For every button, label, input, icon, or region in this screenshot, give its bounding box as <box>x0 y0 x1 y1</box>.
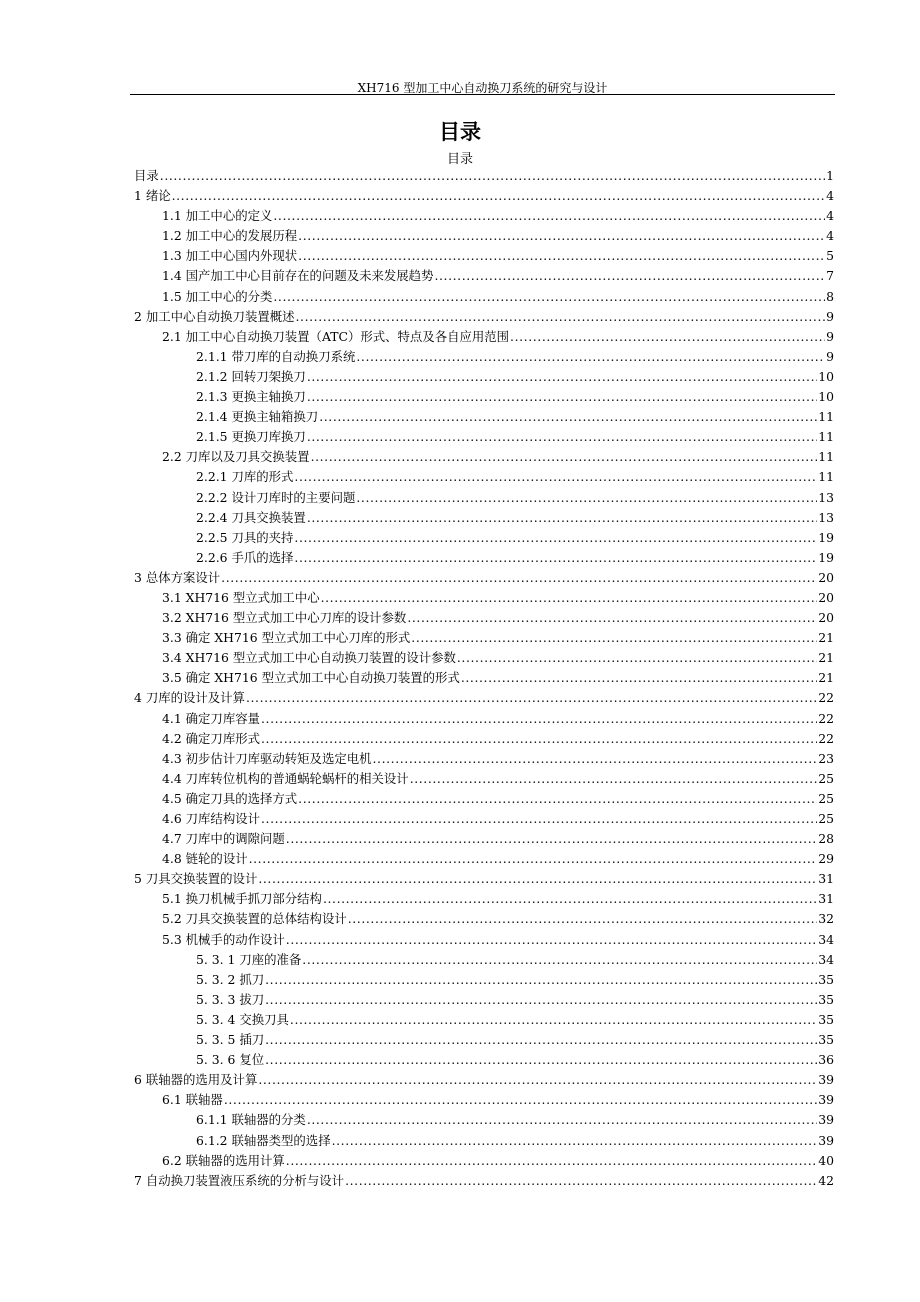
toc-leader-dots <box>348 909 817 929</box>
toc-entry-page: 25 <box>818 770 834 786</box>
toc-leader-dots <box>302 950 817 970</box>
toc-entry-page: 20 <box>818 589 834 605</box>
toc-entry-page: 9 <box>826 348 834 364</box>
toc-entry-page: 9 <box>826 308 834 324</box>
toc-entry[interactable] <box>134 488 834 508</box>
toc-leader-dots <box>246 688 817 708</box>
toc-entry-title: 5. 3. 6 复位 <box>196 1052 265 1068</box>
toc-entry[interactable] <box>134 588 834 608</box>
toc-leader-dots <box>258 869 817 889</box>
toc-entry-title: 1.3 加工中心国内外现状 <box>162 248 298 264</box>
toc-entry-title: 5 刀具交换装置的设计 <box>134 871 258 887</box>
toc-entry[interactable] <box>134 1010 834 1030</box>
toc-entry[interactable] <box>134 407 834 427</box>
toc-entry[interactable] <box>134 186 834 206</box>
toc-entry-page: 35 <box>818 991 834 1007</box>
toc-entry-title: 4.8 链轮的设计 <box>162 851 248 867</box>
toc-entry-title: 4.7 刀库中的调隙问题 <box>162 831 285 847</box>
toc-leader-dots <box>265 990 817 1010</box>
toc-entry[interactable] <box>134 1050 834 1070</box>
toc-entry-page: 32 <box>818 911 834 927</box>
toc-leader-dots <box>296 307 826 327</box>
toc-entry[interactable] <box>134 930 834 950</box>
toc-entry-title: 6.1.1 联轴器的分类 <box>196 1112 306 1128</box>
toc-entry-page: 28 <box>818 831 834 847</box>
toc-entry-page: 4 <box>826 228 834 244</box>
toc-entry-page: 13 <box>818 489 834 505</box>
toc-entry[interactable] <box>134 508 834 528</box>
toc-entry[interactable] <box>134 347 834 367</box>
toc-entry[interactable] <box>134 990 834 1010</box>
toc-leader-dots <box>307 1110 817 1130</box>
toc-entry-page: 39 <box>818 1092 834 1108</box>
toc-entry[interactable] <box>134 1151 834 1171</box>
toc-entry[interactable] <box>134 467 834 487</box>
toc-entry-title: 5. 3. 1 刀座的准备 <box>196 951 302 967</box>
toc-leader-dots <box>294 467 817 487</box>
toc-leader-dots <box>261 809 817 829</box>
toc-entry-title: 7 自动换刀装置液压系统的分析与设计 <box>134 1172 345 1188</box>
toc-entry[interactable] <box>134 307 834 327</box>
toc-entry[interactable] <box>134 849 834 869</box>
toc-entry[interactable] <box>134 287 834 307</box>
toc-entry[interactable] <box>134 749 834 769</box>
toc-leader-dots <box>294 548 817 568</box>
toc-entry[interactable] <box>134 568 834 588</box>
toc-entry-title: 2.1 加工中心自动换刀装置（ATC）形式、特点及各自应用范围 <box>162 328 510 344</box>
toc-entry-title: 6.1 联轴器 <box>162 1092 223 1108</box>
toc-entry-page: 35 <box>818 1011 834 1027</box>
toc-entry-page: 35 <box>818 1032 834 1048</box>
toc-leader-dots <box>261 709 817 729</box>
toc-entry-title: 4.6 刀库结构设计 <box>162 811 260 826</box>
toc-entry[interactable] <box>134 789 834 809</box>
toc-entry-title: 2.2.5 刀具的夹持 <box>196 529 294 545</box>
toc-entry-page: 22 <box>818 730 834 746</box>
toc-entry-page: 4 <box>826 208 834 224</box>
toc-entry-title: 5. 3. 2 抓刀 <box>196 971 265 987</box>
toc-entry[interactable] <box>134 769 834 789</box>
toc-entry-title: 3.4 XH716 型立式加工中心自动换刀装置的设计参数 <box>162 650 456 666</box>
toc-entry-page: 8 <box>826 288 834 304</box>
toc-entry-page: 39 <box>818 1132 834 1148</box>
toc-entry-title: 3.1 XH716 型立式加工中心 <box>162 589 320 605</box>
toc-entry[interactable] <box>134 729 834 749</box>
toc-leader-dots <box>265 1030 817 1050</box>
toc-entry[interactable] <box>134 909 834 929</box>
toc-entry-page: 1 <box>826 168 834 183</box>
table-of-contents <box>134 166 834 1191</box>
toc-entry-title: 5. 3. 4 交换刀具 <box>196 1011 289 1027</box>
toc-leader-dots <box>410 769 818 789</box>
toc-entry-page: 11 <box>818 429 834 445</box>
toc-entry-title: 2.2.4 刀具交换装置 <box>196 509 306 525</box>
toc-entry-page: 21 <box>818 630 834 646</box>
toc-entry-title: 5. 3. 5 插刀 <box>196 1032 265 1048</box>
toc-leader-dots <box>323 889 817 909</box>
toc-entry-page: 9 <box>826 328 834 344</box>
toc-leader-dots <box>307 367 817 387</box>
toc-entry-title: 2 加工中心自动换刀装置概述 <box>134 308 295 324</box>
toc-entry-title: 6.2 联轴器的选用计算 <box>162 1152 285 1168</box>
toc-entry-title: 4.3 初步估计刀库驱动转矩及选定电机 <box>162 750 372 766</box>
toc-entry-title: 2.2.2 设计刀库时的主要问题 <box>196 489 356 505</box>
toc-entry-title: 2.1.4 更换主轴箱换刀 <box>196 409 319 425</box>
toc-entry-title: 4.5 确定刀具的选择方式 <box>162 790 298 806</box>
toc-leader-dots <box>224 1090 817 1110</box>
toc-entry-page: 22 <box>818 710 834 726</box>
toc-entry-page: 20 <box>818 610 834 626</box>
toc-entry-title: 4 刀库的设计及计算 <box>134 690 245 706</box>
toc-entry-title: 3.2 XH716 型立式加工中心刀库的设计参数 <box>162 610 407 626</box>
toc-entry-page: 21 <box>818 670 834 686</box>
toc-leader-dots <box>286 1151 817 1171</box>
toc-entry-page: 20 <box>818 569 834 585</box>
toc-leader-dots <box>160 166 825 186</box>
toc-entry-page: 39 <box>818 1112 834 1128</box>
toc-entry-page: 34 <box>818 931 834 947</box>
toc-entry[interactable] <box>134 809 834 829</box>
toc-leader-dots <box>319 407 817 427</box>
toc-entry[interactable] <box>134 427 834 447</box>
toc-entry-page: 40 <box>818 1152 834 1168</box>
toc-entry-title: 5. 3. 3 拔刀 <box>196 991 265 1007</box>
toc-entry-page: 35 <box>818 971 834 987</box>
toc-leader-dots <box>411 628 817 648</box>
toc-leader-dots <box>273 287 825 307</box>
toc-entry[interactable] <box>134 266 834 286</box>
toc-entry[interactable] <box>134 1070 834 1090</box>
toc-leader-dots <box>290 1010 817 1030</box>
toc-entry-page: 19 <box>818 549 834 565</box>
toc-entry-page: 31 <box>818 891 834 907</box>
toc-entry-page: 36 <box>818 1052 834 1068</box>
toc-leader-dots <box>407 608 817 628</box>
toc-leader-dots <box>273 206 825 226</box>
toc-entry-title: 1.4 国产加工中心目前存在的问题及未来发展趋势 <box>162 268 434 284</box>
toc-entry[interactable] <box>134 889 834 909</box>
toc-leader-dots <box>307 508 817 528</box>
toc-entry-title: 6 联轴器的选用及计算 <box>134 1072 258 1088</box>
toc-entry[interactable] <box>134 688 834 708</box>
toc-entry[interactable] <box>134 1131 834 1151</box>
toc-entry-title: 2.2 刀库以及刀具交换装置 <box>162 449 310 465</box>
toc-entry-page: 5 <box>826 248 834 264</box>
toc-leader-dots <box>373 749 818 769</box>
toc-leader-dots <box>332 1131 818 1151</box>
toc-leader-dots <box>294 528 817 548</box>
toc-entry-title: 4.1 确定刀库容量 <box>162 710 260 726</box>
toc-leader-dots <box>258 1070 817 1090</box>
toc-entry[interactable] <box>134 709 834 729</box>
toc-leader-dots <box>307 427 817 447</box>
toc-entry-title: 1.2 加工中心的发展历程 <box>162 228 298 244</box>
toc-entry-page: 34 <box>818 951 834 967</box>
toc-entry-title: 1.1 加工中心的定义 <box>162 208 273 224</box>
toc-entry-title: 3.5 确定 XH716 型立式加工中心自动换刀装置的形式 <box>162 670 460 686</box>
toc-leader-dots <box>261 729 817 749</box>
toc-leader-dots <box>172 186 826 206</box>
toc-entry-page: 21 <box>818 650 834 666</box>
toc-entry-page: 22 <box>818 690 834 706</box>
toc-entry-page: 39 <box>818 1072 834 1088</box>
toc-entry-title: 5.2 刀具交换装置的总体结构设计 <box>162 911 347 927</box>
toc-entry-title: 2.1.5 更换刀库换刀 <box>196 429 306 445</box>
toc-entry[interactable] <box>134 1090 834 1110</box>
toc-entry-page: 13 <box>818 509 834 525</box>
toc-leader-dots <box>356 347 825 367</box>
toc-entry[interactable] <box>134 829 834 849</box>
toc-leader-dots <box>286 829 817 849</box>
toc-entry-title: 6.1.2 联轴器类型的选择 <box>196 1132 331 1148</box>
toc-leader-dots <box>286 930 817 950</box>
toc-leader-dots <box>221 568 817 588</box>
toc-entry-title: 2.1.1 带刀库的自动换刀系统 <box>196 348 356 364</box>
toc-entry-page: 10 <box>818 368 834 384</box>
toc-entry[interactable] <box>134 950 834 970</box>
toc-entry-title: 2.1.2 回转刀架换刀 <box>196 368 306 384</box>
toc-entry-page: 25 <box>818 790 834 806</box>
toc-entry-page: 11 <box>818 449 834 465</box>
toc-entry[interactable] <box>134 1171 834 1191</box>
toc-entry-title: 2.2.1 刀库的形式 <box>196 469 294 485</box>
toc-leader-dots <box>434 266 825 286</box>
toc-entry-page: 25 <box>818 811 834 826</box>
toc-leader-dots <box>345 1171 817 1191</box>
toc-entry-title: 1.5 加工中心的分类 <box>162 288 273 304</box>
toc-leader-dots <box>298 226 825 246</box>
toc-leader-dots <box>356 488 817 508</box>
toc-entry[interactable] <box>134 628 834 648</box>
toc-entry[interactable] <box>134 1110 834 1130</box>
toc-leader-dots <box>510 327 825 347</box>
toc-title: 目录 <box>439 120 481 144</box>
toc-entry-page: 10 <box>818 389 834 405</box>
toc-entry[interactable] <box>134 367 834 387</box>
toc-entry-title: 5.3 机械手的动作设计 <box>162 931 285 947</box>
toc-entry-page: 7 <box>826 268 834 284</box>
header-rule <box>130 94 835 95</box>
toc-entry[interactable] <box>134 387 834 407</box>
toc-entry[interactable] <box>134 246 834 266</box>
toc-leader-dots <box>298 246 825 266</box>
toc-entry-title: 1 绪论 <box>134 188 171 204</box>
toc-entry-title: 2.2.6 手爪的选择 <box>196 549 294 565</box>
toc-leader-dots <box>311 447 818 467</box>
toc-subtitle: 目录 <box>446 152 473 167</box>
toc-entry-page: 11 <box>818 409 834 425</box>
toc-entry[interactable] <box>134 608 834 628</box>
toc-entry-page: 31 <box>818 871 834 887</box>
toc-entry[interactable] <box>134 869 834 889</box>
toc-entry-title: 目录 <box>134 168 159 183</box>
toc-entry-title: 5.1 换刀机械手抓刀部分结构 <box>162 891 322 907</box>
toc-entry-title: 4.4 刀库转位机构的普通蜗轮蜗杆的相关设计 <box>162 770 409 786</box>
toc-entry[interactable] <box>134 648 834 668</box>
toc-entry-title: 3 总体方案设计 <box>134 569 221 585</box>
toc-leader-dots <box>307 387 817 407</box>
toc-entry[interactable] <box>134 447 834 467</box>
toc-entry-page: 19 <box>818 529 834 545</box>
toc-entry[interactable] <box>134 668 834 688</box>
toc-leader-dots <box>298 789 817 809</box>
toc-entry-page: 11 <box>818 469 834 485</box>
toc-entry-page: 42 <box>818 1172 834 1188</box>
toc-entry-page: 23 <box>818 750 834 766</box>
toc-entry[interactable] <box>134 166 834 186</box>
toc-leader-dots <box>461 668 817 688</box>
toc-entry[interactable] <box>134 1030 834 1050</box>
toc-entry[interactable] <box>134 327 834 347</box>
toc-entry[interactable] <box>134 226 834 246</box>
toc-entry[interactable] <box>134 528 834 548</box>
toc-entry-page: 4 <box>826 188 834 204</box>
toc-entry-page: 29 <box>818 851 834 867</box>
toc-entry-title: 2.1.3 更换主轴换刀 <box>196 389 306 405</box>
toc-entry[interactable] <box>134 970 834 990</box>
toc-entry[interactable] <box>134 206 834 226</box>
toc-leader-dots <box>265 970 817 990</box>
running-header: XH716 型加工中心自动换刀系统的研究与设计 <box>357 81 608 95</box>
toc-leader-dots <box>249 849 818 869</box>
toc-entry-title: 3.3 确定 XH716 型立式加工中心刀库的形式 <box>162 630 411 646</box>
toc-entry[interactable] <box>134 548 834 568</box>
toc-leader-dots <box>321 588 818 608</box>
toc-leader-dots <box>457 648 817 668</box>
toc-leader-dots <box>265 1050 817 1070</box>
toc-entry-title: 4.2 确定刀库形式 <box>162 730 260 746</box>
